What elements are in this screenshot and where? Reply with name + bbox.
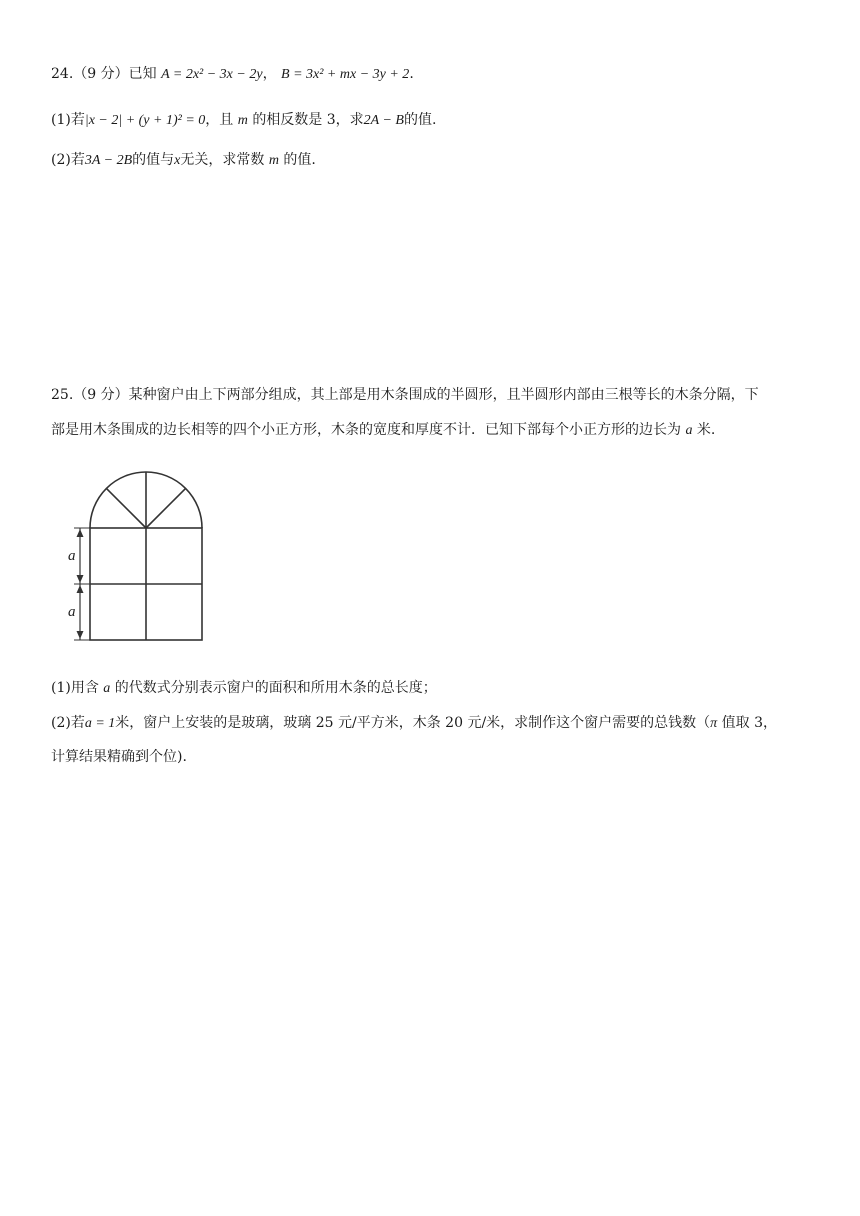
part-text: 计算结果精确到个位). <box>51 749 187 765</box>
part-text: 值取 3， <box>721 715 777 731</box>
window-diagram <box>60 470 210 645</box>
expression-a: A = 2x² − 3x − 2y <box>161 67 263 82</box>
part-text: 米，窗户上安装的是玻璃，玻璃 25 元/平方米，木条 20 元/米，求制作这个窗户需要的总钱数（ <box>115 715 711 731</box>
part-text: (2)若 <box>51 715 85 731</box>
arrow-head <box>77 631 84 639</box>
part-text: 的代数式分别表示窗户的面积和所用木条的总长度； <box>114 680 437 696</box>
arrow-head <box>77 575 84 583</box>
stem-text: 某种窗户由上下两部分组成，其上部是用木条围成的半圆形，且半圆形内部由三根等长的木条分隔，下 <box>128 387 759 403</box>
question-number: 25. <box>51 387 74 403</box>
pi-symbol: π <box>710 716 718 731</box>
question-25-part-2-continued <box>51 747 187 767</box>
question-24-stem: 24.（9 分）已知 A = 2x² − 3x − 2y， B = 3x² + mx − 3y + 2. <box>51 66 414 82</box>
variable-x: x <box>174 153 181 168</box>
arrow-head <box>77 585 84 593</box>
part-text: (1)用含 <box>51 680 99 696</box>
variable-m: m <box>237 113 248 128</box>
variable-a: a <box>685 423 693 438</box>
variable-a: a <box>103 681 111 696</box>
question-25-part-1 <box>51 678 437 699</box>
question-24-part-1 <box>51 110 436 131</box>
part-text: 无关，求常数 <box>180 152 265 168</box>
part-text: ，且 <box>205 112 234 128</box>
variable-m: m <box>268 153 279 168</box>
expression-b: B = 3x² + mx − 3y + 2 <box>281 67 410 82</box>
part-text: 的值. <box>283 152 316 168</box>
score-label: （9 分） <box>73 387 129 403</box>
dimension-label-bottom: a <box>68 604 76 620</box>
stem-text: 部是用木条围成的边长相等的四个小正方形，木条的宽度和厚度不计．已知下部每个小正方形的边长为 <box>51 422 681 438</box>
score-label: （9 分） <box>73 66 129 82</box>
divider-left <box>106 488 146 528</box>
part-text: 的值. <box>403 112 437 128</box>
arrow-head <box>77 529 84 537</box>
question-24-part-2 <box>51 150 316 171</box>
dimension-label-top: a <box>68 548 76 564</box>
condition-expression: |x − 2| + (y + 1)² = 0 <box>84 113 206 128</box>
question-25-stem-line-2 <box>51 420 715 441</box>
target-expression: 3A − 2B <box>84 153 133 168</box>
stem-text: 已知 <box>128 66 157 82</box>
part-text: 的相反数是 3，求 <box>252 112 364 128</box>
condition-expression: a = 1 <box>84 716 116 731</box>
question-number: 24. <box>51 66 74 82</box>
part-label: (2)若 <box>51 152 85 168</box>
stem-text: 米. <box>696 422 716 438</box>
part-text: 的值与 <box>132 152 175 168</box>
target-expression: 2A − B <box>363 113 404 128</box>
question-25-stem-line-1 <box>51 385 759 405</box>
question-25-part-2 <box>51 713 777 734</box>
divider-right <box>146 488 186 528</box>
part-label: (1)若 <box>51 112 85 128</box>
